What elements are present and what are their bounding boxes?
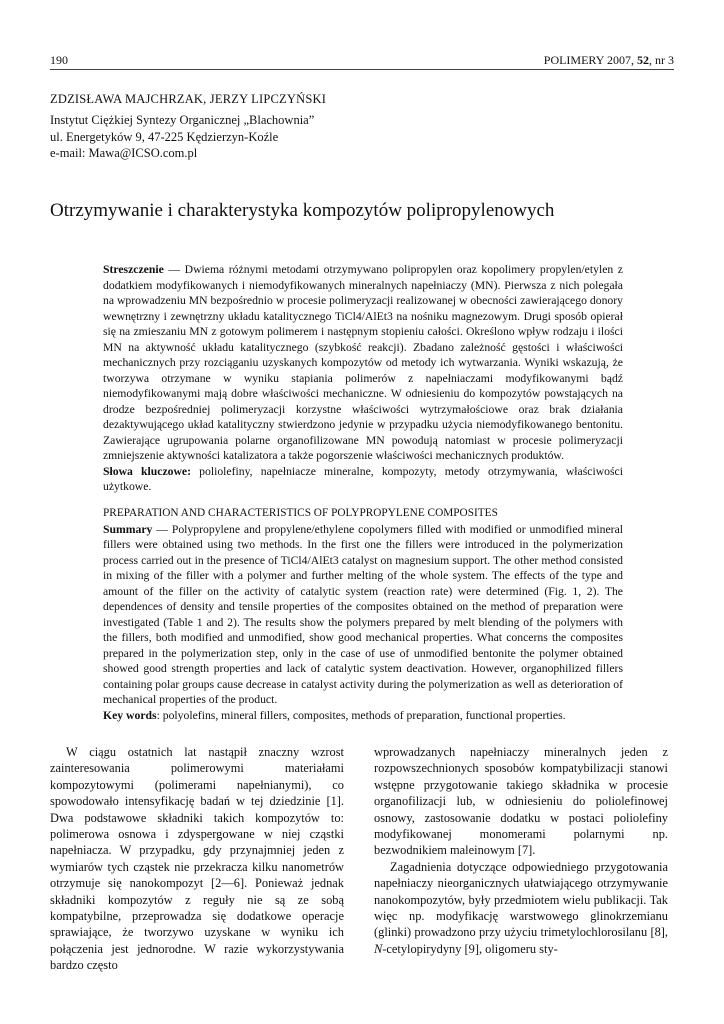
journal-volume: 52	[637, 53, 649, 67]
journal-name: POLIMERY 2007,	[543, 53, 637, 67]
abstract-en-label: Summary	[103, 522, 153, 536]
article-title: Otrzymywanie i charakterystyka kompozytów polipropylenowych	[50, 200, 555, 221]
abstract-english	[103, 506, 623, 723]
body-text-italic: N	[374, 941, 383, 956]
affiliation	[50, 112, 314, 162]
journal-citation	[544, 53, 674, 68]
affiliation-email: e-mail: Mawa@ICSO.com.pl	[50, 146, 198, 160]
keywords-en-label: Key words	[103, 708, 157, 722]
page-number: 190	[50, 53, 68, 67]
journal-issue: , nr 3	[649, 53, 674, 67]
english-title: PREPARATION AND CHARACTERISTICS OF POLYPROPYLENE COMPOSITES	[103, 507, 498, 519]
affiliation-address: ul. Energetyków 9, 47-225 Kędzierzyn-Koźle	[50, 129, 279, 144]
keywords-pl-label: Słowa kluczowe:	[103, 464, 192, 478]
body-paragraph: wprowadzanych napełniaczy mineralnych jeden z rozpowszechnionych sposobów kompatybilizacji stanowi wstępne przygotowanie takiego składnika w procesie organofilizacji lub, w odniesieniu do poliolefinowej osnowy, zastosowanie dodatku w postaci poliolefiny modyfikowanej monomerami polarnymi np. bezwodnikiem maleinowym [7].	[374, 745, 668, 858]
authors: ZDZISŁAWA MAJCHRZAK, JERZY LIPCZYŃSKI	[50, 92, 327, 106]
abstract-polish	[103, 262, 623, 495]
affiliation-institute: Instytut Ciężkiej Syntezy Organicznej „Blachownia”	[50, 113, 315, 127]
body-paragraph: W ciągu ostatnich lat nastąpił znaczny wzrost zainteresowania polimerowymi materiałami kompozytowymi (polimerami napełnianymi), co spowodowało intensyfikację badań w tej dziedzinie [1]. Dwa podstawowe składniki takich kompozytów to: polimerowa osnowa i zdyspergowane w niej cząstki napełniacza. W przypadku, gdy przynajmniej jeden z wymiarów tych cząstek nie przekracza kilku nanometrów otrzymuje się nanokompozyt [2—6]. Ponieważ jednak składniki kompozytów z reguły nie są ze sobą kompatybilne, przeprowadza się dodatkowe operacje sprawiające, że tworzywo uzyskane w wyniku ich połączenia jest jednorodne. W razie wykorzystywania bardzo często	[50, 745, 344, 973]
abstract-pl-text: — Dwiema różnymi metodami otrzymywano polipropylen oraz kopolimery propylen/etylen z dodatkiem modyfikowanych i niemodyfikowanych mineralnych napełniaczy (MN). Pierwsza z nich polegała na wprowadzeniu MN bezpośrednio w procesie polimeryzacji realizowanej w obecności zawierającego donory wewnętrzny i zewnętrzny układu katalitycznego TiCl4/AlEt3 na nośniku magnezowym. Drugi sposób opierał się na zmieszaniu MN z gotowym polimerem i następnym stopieniu całości. Określono wpływ rodzaju i ilości MN na aktywność układu katalitycznego (szybkość reakcji). Zbadano zależność gęstości i właściwości mechanicznych przy rozciąganiu uzyskanych kompozytów od metody ich wytwarzania. Wyniki wskazują, że tworzywa otrzymane w wyniku stapiania polimerów z napełniaczami modyfikowanymi bądź niemodyfikowanymi mają dobre właściwości mechaniczne. W odniesieniu do kompozytów powstających na drodze bezpośredniej polimeryzacji korzystne właściwości wytrzymałościowe oraz brak działania dezaktywującego układ katalityczny stwierdzono jedynie w przypadku użycia niemodyfikowanego bentonitu. Zawierające ugrupowania polarne organofilizowane MN powodują natomiast w procesie polimeryzacji zmniejszenie aktywności katalizatora a także pogorszenie właściwości mechanicznych produktów.	[103, 263, 623, 462]
body-column-left	[50, 744, 344, 974]
body-text: Zagadnienia dotyczące odpowiedniego przygotowania napełniaczy nieorganicznych ułatwiającego otrzymywanie nanokompozytów, były przedmiotem wielu publikacji. Tak więc np. modyfikację warstwowego glinokrzemianu (glinki) prowadzono przy użyciu trimetylochlorosilanu [8],	[374, 859, 668, 940]
body-paragraph	[374, 859, 668, 957]
header-rule	[50, 69, 674, 70]
body-column-right	[374, 744, 668, 957]
abstract-pl-label: Streszczenie	[103, 263, 164, 276]
keywords-en: : polyolefins, mineral fillers, composites, methods of preparation, functional properties.	[156, 708, 566, 722]
page-header	[50, 53, 674, 70]
abstract-en-text: — Polypropylene and propylene/ethylene copolymers filled with modified or unmodified mineral fillers were obtained using two methods. In the first one the fillers were introduced in the polymerization process carried out in the presence of TiCl4/AlEt3 catalyst on magnesium support. The other method consisted in mixing of the filler with a polymer and further melting of the whole system. The effects of the type and amount of the filler on the activity of catalytic system (reaction rate) were determined (Fig. 1, 2). The dependences of density and tensile properties of the composites obtained on the method of preparation were investigated (Table 1 and 2). The results show the polymers prepared by melt blending of the polymers with the fillers, both modified and unmodified, show good mechanical properties. What concerns the composites prepared in the polymerization step, only in the case of use of unmodified bentonite the polymer obtained showed good strength properties and lack of catalytic system deactivation. However, organophilized fillers containing polar groups cause decrease in catalyst activity during the polymerization as well as deterioration of mechanical properties of the product.	[103, 522, 623, 706]
body-text: -cetylopirydyny [9], oligomeru sty-	[382, 941, 558, 956]
keywords-pl: poliolefiny, napełniacze mineralne, kompozyty, metody otrzymywania, właściwości użytkowe.	[103, 464, 623, 493]
